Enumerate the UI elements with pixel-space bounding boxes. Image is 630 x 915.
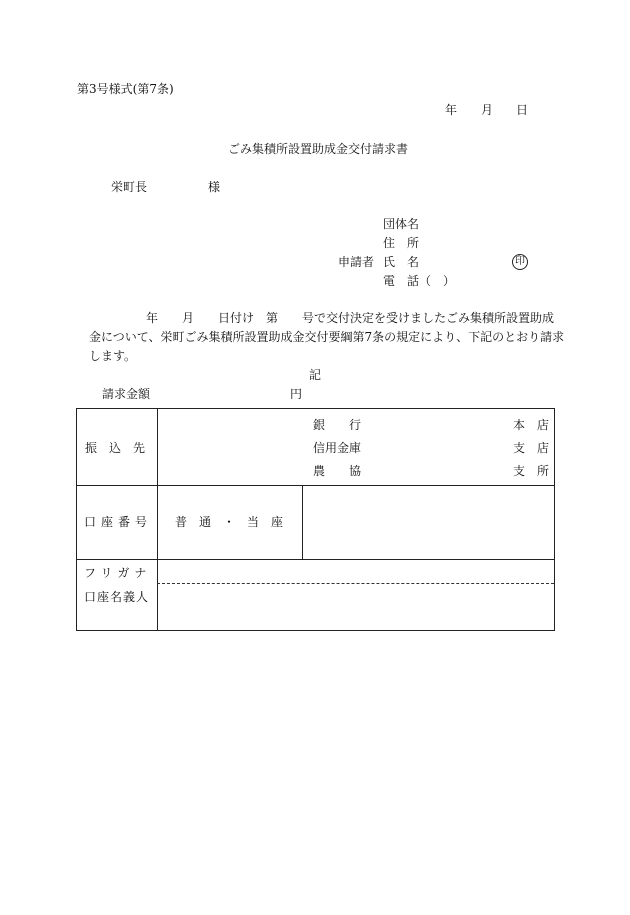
applicant-name-label: 氏 名 — [383, 255, 420, 269]
applicant-group-label: 団体名 — [383, 217, 420, 231]
table-divider — [302, 485, 303, 559]
transfer-label: 振 込 先 — [85, 441, 146, 455]
date-month: 月 — [481, 103, 494, 117]
applicant-address-label: 住 所 — [383, 236, 420, 250]
account-holder-field[interactable] — [162, 587, 552, 629]
body-line-3: します。 — [89, 349, 137, 363]
amount-label: 請求金額 — [102, 387, 151, 401]
addressee-name: 栄町長 — [111, 180, 148, 194]
furigana-field[interactable] — [162, 563, 552, 581]
bank-type-credit-union[interactable]: 信用金庫 — [313, 441, 362, 455]
table-divider — [77, 559, 554, 560]
account-number-field[interactable] — [307, 489, 549, 555]
branch-type-branch[interactable]: 支 店 — [513, 441, 550, 455]
applicant-phone-label: 電 話（ ） — [383, 274, 456, 288]
furigana-dashed-line — [157, 583, 554, 584]
bank-type-bank[interactable]: 銀 行 — [313, 418, 362, 432]
date-year: 年 — [445, 103, 458, 117]
applicant-label: 申請者 — [338, 255, 375, 269]
amount-unit: 円 — [290, 387, 303, 401]
branch-type-office[interactable]: 支 所 — [513, 464, 550, 478]
account-number-label: 口座番号 — [84, 515, 153, 529]
account-holder-label: 口座名義人 — [84, 590, 150, 604]
form-number: 第3号様式(第7条) — [77, 82, 174, 96]
date-day: 日 — [516, 103, 529, 117]
seal-mark: 印 — [512, 254, 528, 270]
page-title: ごみ集積所設置助成金交付請求書 — [228, 142, 409, 156]
body-line-1: 年 月 日付け 第 号で交付決定を受けましたごみ集積所設置助成 — [146, 311, 555, 325]
branch-type-head[interactable]: 本 店 — [513, 418, 550, 432]
addressee-honorific: 様 — [208, 180, 221, 194]
transfer-table — [76, 408, 555, 631]
bank-type-agri-coop[interactable]: 農 協 — [313, 464, 362, 478]
table-divider — [157, 409, 158, 630]
furigana-label: フリガナ — [84, 566, 152, 580]
account-type-options[interactable]: 普 通 ・ 当 座 — [175, 515, 284, 529]
ki-label: 記 — [309, 368, 322, 382]
table-divider — [77, 485, 554, 486]
body-line-2: 金について、栄町ごみ集積所設置助成金交付要綱第7条の規定により、下記のとおり請求 — [89, 330, 565, 344]
